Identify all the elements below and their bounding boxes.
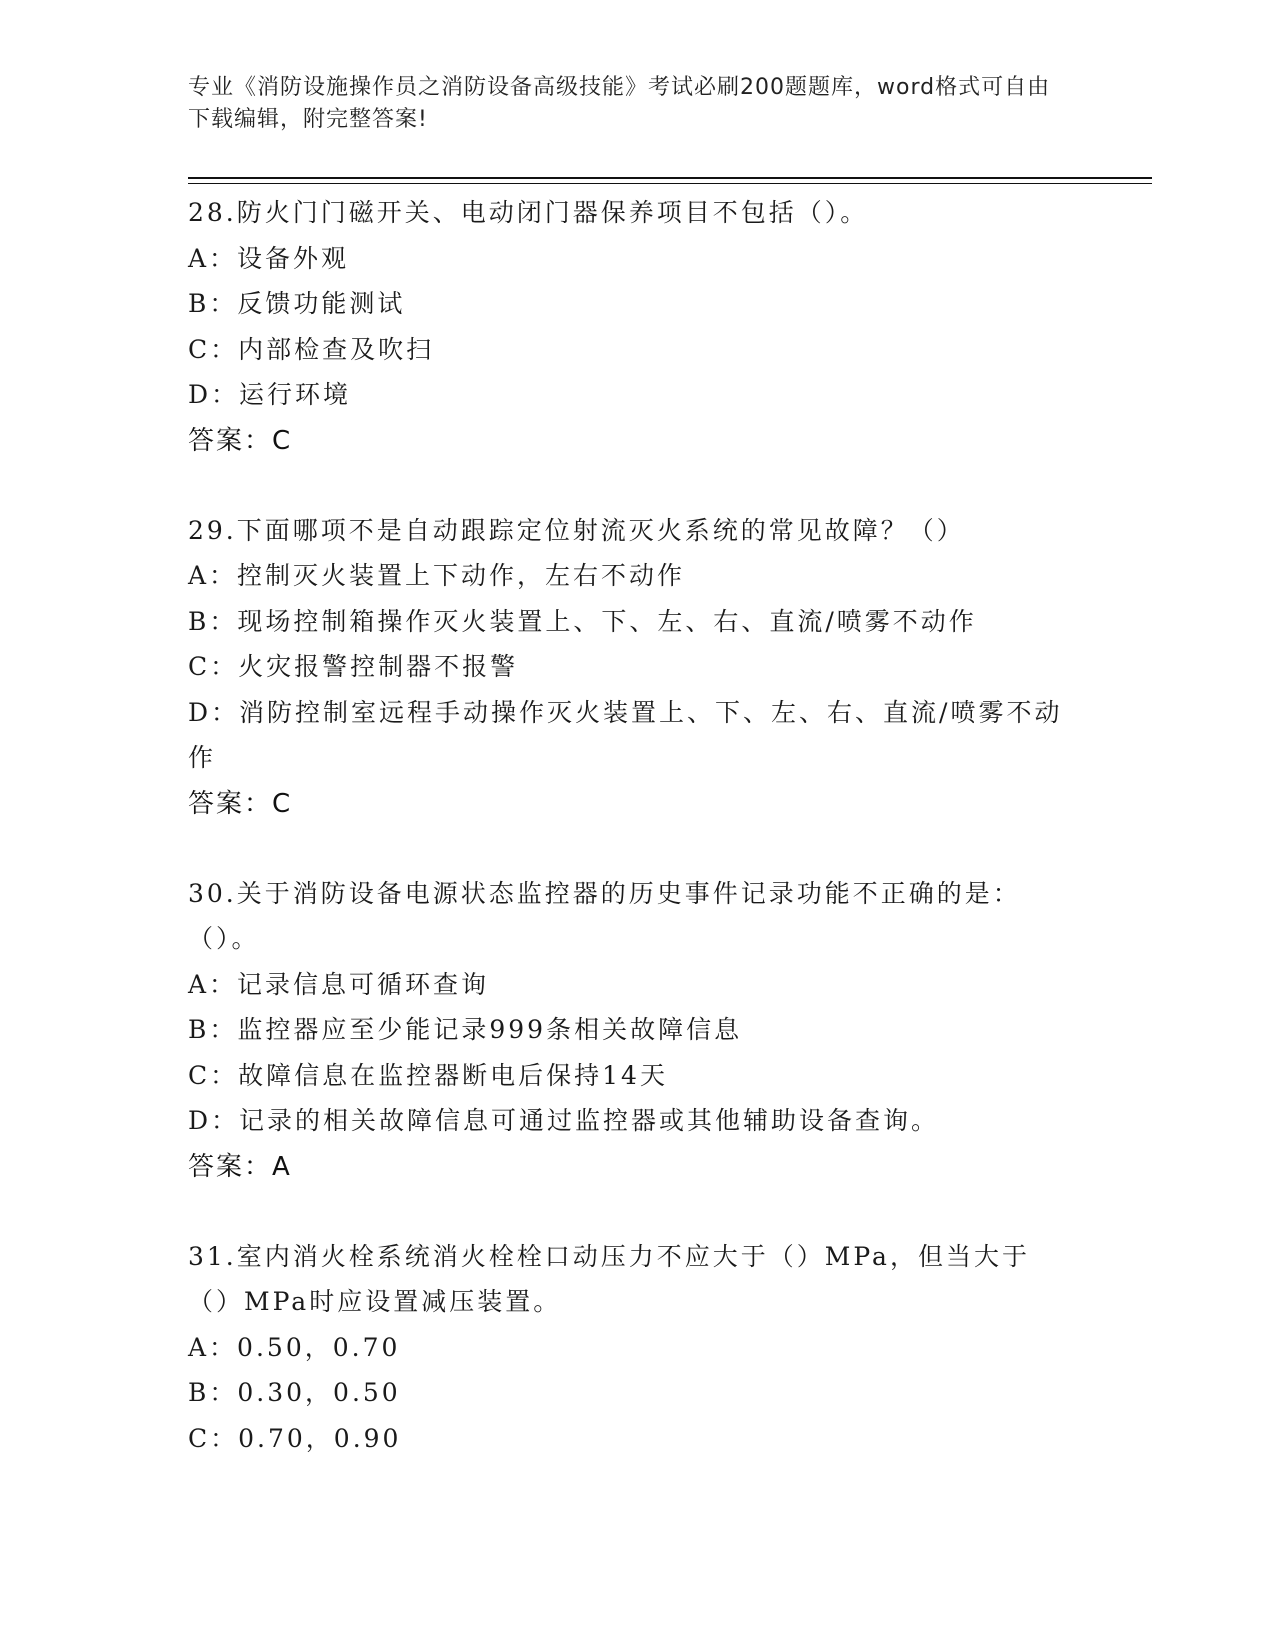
option-b: B：监控器应至少能记录999条相关故障信息 bbox=[188, 1015, 743, 1044]
question-stem: 31.室内消火栓系统消火栓栓口动压力不应大于（）MPa，但当大于（）MPa时应设置减压装置。 bbox=[188, 1241, 1030, 1316]
question-29 bbox=[188, 508, 1068, 827]
question-stem: 28.防火门门磁开关、电动闭门器保养项目不包括（）。 bbox=[188, 198, 869, 227]
header-divider-thick bbox=[188, 177, 1152, 179]
option-c: C：内部检查及吹扫 bbox=[188, 334, 435, 364]
answer-line: 答案：C bbox=[188, 788, 293, 819]
question-31 bbox=[188, 1234, 1068, 1462]
option-c: C：故障信息在监控器断电后保持14天 bbox=[188, 1060, 668, 1090]
question-stem: 30.关于消防设备电源状态监控器的历史事件记录功能不正确的是：（）。 bbox=[188, 878, 1021, 953]
option-a: A：设备外观 bbox=[188, 243, 350, 273]
answer-line: 答案：C bbox=[188, 425, 293, 456]
option-a: A：0.50，0.70 bbox=[188, 1332, 401, 1362]
question-30 bbox=[188, 871, 1068, 1190]
option-b: B：反馈功能测试 bbox=[188, 289, 406, 318]
header-divider-thin bbox=[188, 183, 1152, 184]
question-stem: 29.下面哪项不是自动跟踪定位射流灭火系统的常见故障？（） bbox=[188, 515, 965, 545]
option-b: B：现场控制箱操作灭火装置上、下、左、右、直流/喷雾不动作 bbox=[188, 606, 977, 636]
option-d: D：消防控制室远程手动操作灭火装置上、下、左、右、直流/喷雾不动作 bbox=[188, 697, 1063, 772]
header-text: 专业《消防设施操作员之消防设备高级技能》考试必刷200题题库，word格式可自由下载编辑，附完整答案! bbox=[188, 75, 1051, 132]
question-28 bbox=[188, 190, 1068, 464]
option-a: A：记录信息可循环查询 bbox=[188, 969, 490, 999]
option-c: C：火灾报警控制器不报警 bbox=[188, 652, 519, 681]
option-a: A：控制灭火装置上下动作，左右不动作 bbox=[188, 561, 686, 590]
answer-line: 答案：A bbox=[188, 1151, 292, 1182]
option-d: D：记录的相关故障信息可通过监控器或其他辅助设备查询。 bbox=[188, 1106, 940, 1135]
question-list bbox=[188, 190, 1068, 1461]
option-c: C：0.70，0.90 bbox=[188, 1423, 402, 1453]
option-b: B：0.30，0.50 bbox=[188, 1378, 401, 1407]
option-d: D：运行环境 bbox=[188, 380, 352, 409]
document-header bbox=[188, 72, 1068, 136]
